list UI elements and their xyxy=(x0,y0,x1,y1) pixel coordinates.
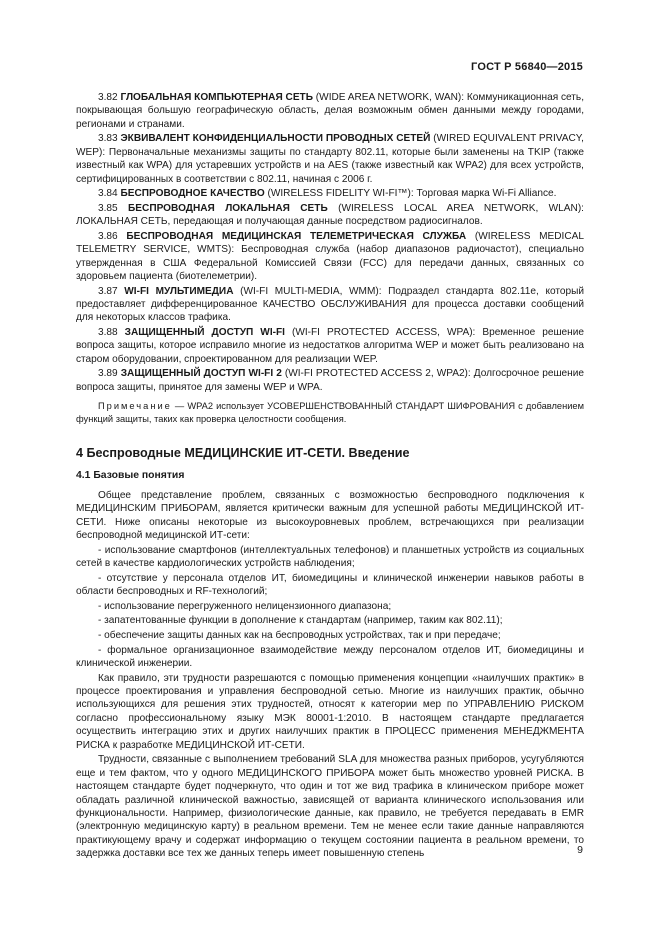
definitions-list xyxy=(76,91,584,394)
definition-number: 3.84 xyxy=(98,188,118,200)
list-item: - обеспечение защиты данных как на беспроводных устройствах, так и при передаче; xyxy=(98,630,501,642)
definition-number: 3.87 xyxy=(98,285,118,297)
definition-item xyxy=(76,91,584,131)
list-item: - использование перегруженного нелицензионного диапазона; xyxy=(98,600,392,612)
intro-paragraph: Общее представление проблем, связанных с возможностью беспроводного подключения к МЕДИЦИНСКИМ ПРИБОРАМ, является критически важным для успешной работы МЕДИЦИНСКОЙ ИТ-СЕТИ. Ниже описаны некоторые из высокоуровневых проблем, встречающихся при реализации беспроводной медицинской ИТ-сети: xyxy=(76,490,584,542)
definition-number: 3.88 xyxy=(98,327,118,339)
definition-term: БЕСПРОВОДНАЯ ЛОКАЛЬНАЯ СЕТЬ xyxy=(128,202,328,214)
note xyxy=(76,400,584,425)
definition-term: ЭКВИВАЛЕНТ КОНФИДЕНЦИАЛЬНОСТИ ПРОВОДНЫХ СЕТЕЙ xyxy=(120,133,431,145)
note-label: Примечание xyxy=(98,401,172,412)
body-paragraphs xyxy=(76,672,584,861)
section-title: 4 Беспроводные МЕДИЦИНСКИЕ ИТ-СЕТИ. Введение xyxy=(76,446,410,461)
definition-term: ГЛОБАЛЬНАЯ КОМПЬЮТЕРНАЯ СЕТЬ xyxy=(120,92,313,103)
definition-number: 3.82 xyxy=(98,92,118,103)
definition-item xyxy=(76,285,584,325)
page-content xyxy=(76,91,584,862)
body-paragraph: Трудности, связанные с выполнением требований SLA для множества разных приборов, усугубляются еще и тем фактом, что у одного МЕДИЦИНСКОГО ПРИБОРА может быть множество уровней РИСКА. В настоящем стандарте будет подчеркнуто, что один и тот же вид трафика в клиническом приборе может обладать различной клинической важностью, зависящей от варианта клинического использования или функциональности. Например, физиологические данные, как правило, не требуется передавать в EMR (электронную медицинскую карту) в реальном времени. Тем не менее если такие данные направляются практикующему врачу и содержат информацию о текущем состоянии пациента в реальном времени, то задержка доставки все тех же данных теперь имеет повышенную степень xyxy=(76,754,584,860)
definition-text: (WIRELESS MEDICAL TELEMETRY SERVICE, WMTS): Беспроводная служба (набор диапазонов радиочастот), специально утвержденная в США Федеральной Комиссией Связи (FCC) для передачи данных, связанных со здоровьем пациента (биотелеметрии). xyxy=(76,230,584,283)
definition-number: 3.89 xyxy=(98,368,118,380)
definition-text: (WIRED EQUIVALENT PRIVACY, WEP): Первоначальные механизмы защиты по стандарту 802.11, которые были заменены на TKIP (также известный как WPA) для устаревших устройств и на AES (также известный как WPA2) для всех устройств, сертифицированных в соответствии с 802.11, начиная с 2006 г. xyxy=(76,133,584,185)
definition-text: (WIDE AREA NETWORK, WAN): Коммуникационная сеть, покрывающая большую географическую область, делая возможным обмен данными между городами, регионами и странами. xyxy=(76,92,584,130)
definition-item xyxy=(76,230,584,284)
definition-item xyxy=(76,187,584,200)
definition-term: БЕСПРОВОДНОЕ КАЧЕСТВО xyxy=(120,188,265,200)
definition-item xyxy=(76,132,584,186)
definition-term: WI-FI МУЛЬТИМЕДИА xyxy=(124,285,234,297)
definition-text: (WIRELESS FIDELITY WI-FI™): Торговая марка Wi-Fi Alliance. xyxy=(264,188,557,200)
definition-text: (WI-FI PROTECTED ACCESS, WPA): Временное решение вопроса защиты, которое исправило многие из недостатков алгоритма WEP и может быть реализовано на старом оборудовании, спроектированном для реализации WEP. xyxy=(76,327,584,365)
definition-item xyxy=(76,326,584,366)
definition-number: 3.83 xyxy=(98,133,118,145)
definition-item xyxy=(76,367,584,394)
body-paragraph: Как правило, эти трудности разрешаются с помощью применения концепции «наилучших практик» в процессе проектирования и управления беспроводной сетью. Многие из наилучших практик, обычно использующихся для решения этих трудностей, относят к категории мер по УПРАВЛЕНИЮ РИСКОМ согласно профессиональному языку МЭК 80001-1:2010. В настоящем стандарте предлагается осуществить интеграцию этих и других наилучших практик в ПРОЦЕСС применения МЕНЕДЖМЕНТА РИСКА к разработке МЕДИЦИНСКОЙ ИТ-СЕТИ. xyxy=(76,672,584,751)
list-item: - запатентованные функции в дополнение к стандартам (например, таким как 802.11); xyxy=(98,615,503,627)
definition-number: 3.86 xyxy=(98,230,118,242)
list-item: - формальное организационное взаимодействие между персоналом отделов ИТ, биомедицины и клинической инженерии. xyxy=(76,644,584,670)
definition-term: БЕСПРОВОДНАЯ МЕДИЦИНСКАЯ ТЕЛЕМЕТРИЧЕСКАЯ СЛУЖБА xyxy=(126,230,467,242)
page-number: 9 xyxy=(577,844,583,856)
definition-term: ЗАЩИЩЕННЫЙ ДОСТУП WI-FI 2 xyxy=(120,368,282,380)
document-code-header: ГОСТ Р 56840—2015 xyxy=(471,61,583,73)
definition-item xyxy=(76,202,584,229)
list-item: - использование смартфонов (интеллектуальных телефонов) и планшетных устройств из социальных сетей в качестве кардиологических устройств наблюдения; xyxy=(76,544,584,570)
definition-text: (WIRELESS LOCAL AREA NETWORK, WLAN): ЛОКАЛЬНАЯ СЕТЬ, передающая и получающая данные посредством радиосигналов. xyxy=(76,202,584,228)
definition-term: ЗАЩИЩЕННЫЙ ДОСТУП WI-FI xyxy=(124,327,285,339)
subsection-title: 4.1 Базовые понятия xyxy=(76,470,185,482)
definition-number: 3.85 xyxy=(98,202,118,214)
definition-text: (WI-FI MULTI-MEDIA, WMM): Подраздел стандарта 802.11e, который предоставляет дифференцированное КАЧЕСТВО ОБСЛУЖИВАНИЯ для процесса доставки сообщений для некоторых классов трафика. xyxy=(76,285,584,324)
note-text: — WPA2 использует УСОВЕРШЕНСТВОВАННЫЙ СТАНДАРТ ШИФРОВАНИЯ с добавлением функций защиты, таких как проверка целостности сообщения. xyxy=(76,401,584,424)
definition-text: (WI-FI PROTECTED ACCESS 2, WPA2): Долгосрочное решение вопроса защиты, принятое для замены WEP и WPA. xyxy=(76,368,584,393)
list-item: - отсутствие у персонала отделов ИТ, биомедицины и клинической инженерии навыков работы в области беспроводных и RF-технологий; xyxy=(76,572,584,598)
issues-list xyxy=(76,544,584,671)
